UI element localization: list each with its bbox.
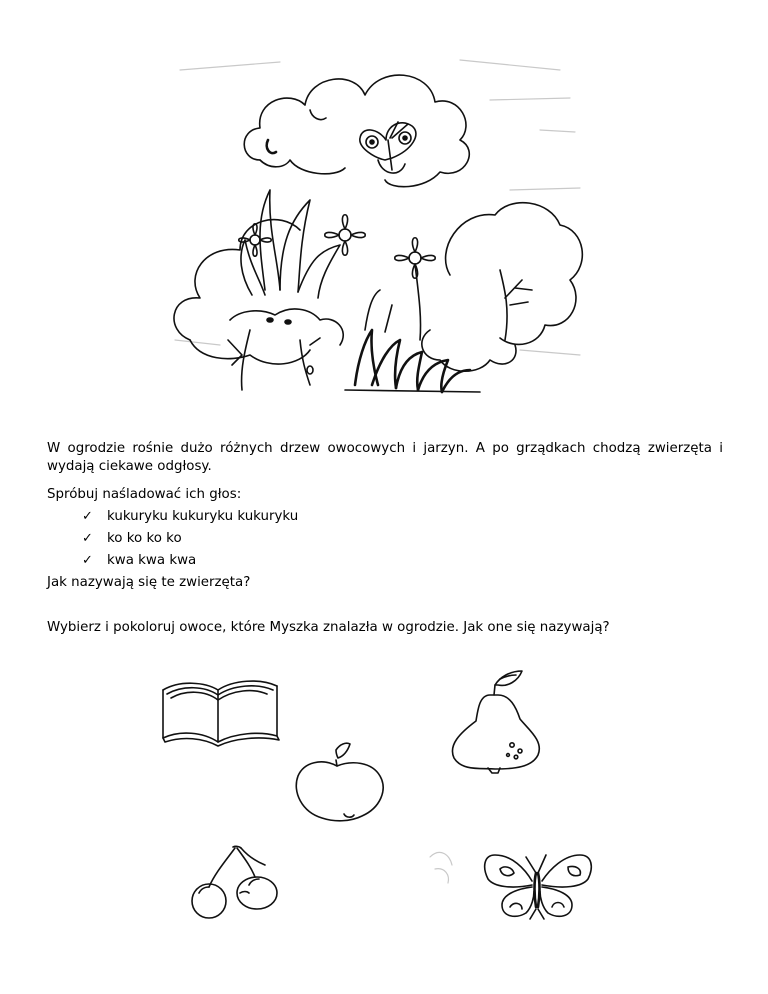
book-drawing bbox=[155, 668, 285, 750]
butterfly-drawing bbox=[480, 847, 600, 925]
sound-text: kukuryku kukuryku kukuryku bbox=[107, 509, 299, 524]
garden-illustration bbox=[160, 40, 600, 420]
imitate-instruction: Spróbuj naśladować ich głos: bbox=[47, 487, 242, 502]
flower-middle bbox=[325, 215, 366, 256]
animals-question: Jak nazywają się te zwierzęta? bbox=[47, 575, 251, 590]
cherries-drawing bbox=[185, 843, 295, 923]
check-mark-icon: ✓ bbox=[82, 509, 93, 524]
fruit-task: Wybierz i pokoloruj owoce, które Myszka znalazła w ogrodzie. Jak one się nazywają? bbox=[47, 620, 610, 635]
list-item bbox=[82, 508, 298, 530]
list-item bbox=[82, 552, 298, 574]
cloud-butterfly bbox=[360, 122, 416, 173]
flower-right bbox=[395, 238, 436, 340]
apple-drawing bbox=[292, 740, 390, 824]
sounds-checklist bbox=[82, 508, 298, 574]
flower-left bbox=[239, 224, 272, 257]
sound-text: kwa kwa kwa bbox=[107, 553, 197, 568]
check-mark-icon: ✓ bbox=[82, 531, 93, 546]
sound-text: ko ko ko ko bbox=[107, 531, 182, 546]
pear-drawing bbox=[440, 663, 550, 775]
check-mark-icon: ✓ bbox=[82, 553, 93, 568]
intro-paragraph: W ogrodzie rośnie dużo różnych drzew owocowych i jarzyn. A po grządkach chodzą zwierzęta i wydają ciekawe odgłosy. bbox=[47, 441, 723, 474]
list-item bbox=[82, 530, 298, 552]
